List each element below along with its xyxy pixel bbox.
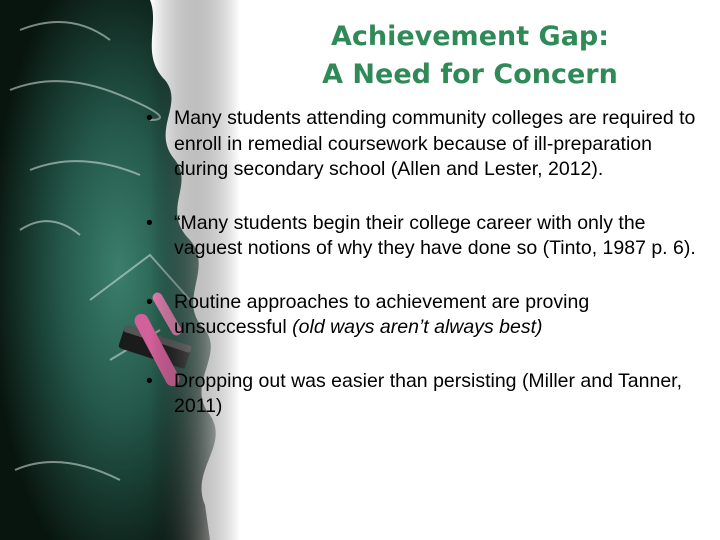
title-line-1: Achievement Gap: (330, 21, 610, 52)
bullet-icon: • (146, 211, 153, 234)
bullet-text: Many students attending community colleges are required to enroll in remedial coursework because of ill-preparation during secondary school (Allen and Lester, 2012). (174, 107, 696, 180)
slide-title (200, 18, 720, 94)
bullet-text: Routine approaches to achievement are proving unsuccessful (174, 290, 590, 338)
bullet-italic-text: (old ways aren’t always best) (292, 316, 543, 338)
bullet-icon: • (146, 369, 153, 392)
bullet-icon: • (146, 290, 153, 313)
bullet-text: Dropping out was easier than persisting (Miller and Tanner, 2011) (174, 369, 682, 417)
title-line-2: A Need for Concern (322, 59, 618, 90)
bullet-list (146, 106, 706, 448)
bullet-item (146, 106, 706, 183)
bullet-item (146, 211, 706, 262)
bullet-item (146, 290, 706, 341)
bullet-item (146, 369, 706, 420)
bullet-icon: • (146, 107, 153, 129)
bullet-text: “Many students begin their college career with only the vaguest notions of why they have done so (Tinto, 1987 p. 6). (174, 211, 696, 259)
